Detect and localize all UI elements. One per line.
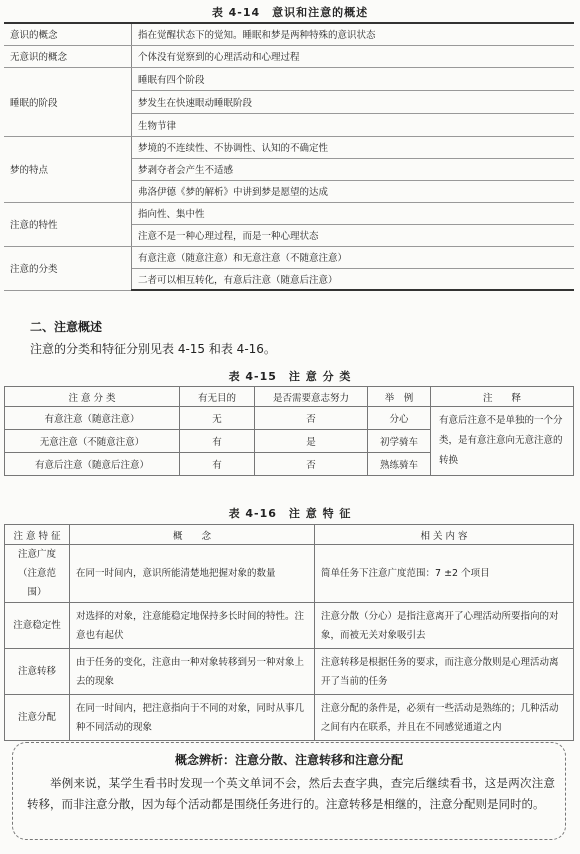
table-4-14 bbox=[4, 22, 574, 291]
row-label: 注意的特性 bbox=[4, 202, 132, 246]
note-cell: 有意后注意不是单独的一个分类，是有意注意向无意注意的转换 bbox=[431, 407, 574, 476]
table-row bbox=[5, 545, 574, 603]
table-row bbox=[4, 136, 574, 158]
row-item: 弗洛伊德《梦的解析》中讲到梦是愿望的达成 bbox=[132, 180, 575, 202]
column-header: 有无目的 bbox=[180, 387, 255, 407]
feature-name: 注意分配 bbox=[5, 695, 70, 741]
feature-name: 注意转移 bbox=[5, 649, 70, 695]
row-item: 二者可以相互转化，有意后注意（随意后注意） bbox=[132, 268, 575, 290]
table-row bbox=[4, 67, 574, 90]
column-header: 相 关 内 容 bbox=[315, 525, 574, 545]
row-item: 生物节律 bbox=[132, 113, 575, 136]
table-cell: 有意后注意（随意后注意） bbox=[5, 453, 180, 476]
table-row bbox=[5, 695, 574, 741]
table-4-15-title: 表 4-15 注 意 分 类 bbox=[228, 370, 352, 383]
table-cell: 否 bbox=[255, 407, 368, 430]
row-item: 梦发生在快速眼动睡眠阶段 bbox=[132, 90, 575, 113]
column-header: 举 例 bbox=[368, 387, 431, 407]
feature-related: 注意转移是根据任务的要求，而注意分散则是心理活动离开了当前的任务 bbox=[315, 649, 574, 695]
table-cell: 有意注意（随意注意） bbox=[5, 407, 180, 430]
table-cell: 分心 bbox=[368, 407, 431, 430]
column-header: 是否需要意志努力 bbox=[255, 387, 368, 407]
table-cell: 无意注意（不随意注意） bbox=[5, 430, 180, 453]
table-cell: 否 bbox=[255, 453, 368, 476]
feature-name: 注意稳定性 bbox=[5, 603, 70, 649]
section-intro: 注意的分类和特征分别见表 4-15 和表 4-16。 bbox=[30, 342, 276, 356]
table-row bbox=[4, 23, 574, 45]
row-label: 意识的概念 bbox=[4, 23, 132, 45]
table-cell: 熟练骑车 bbox=[368, 453, 431, 476]
section-heading: 二、注意概述 bbox=[30, 320, 103, 334]
concept-box-title: 概念辨析：注意分散、注意转移和注意分配 bbox=[174, 753, 403, 767]
row-item: 指向性、集中性 bbox=[132, 202, 575, 224]
column-header: 注 释 bbox=[431, 387, 574, 407]
row-label: 睡眠的阶段 bbox=[4, 67, 132, 136]
column-header: 注 意 分 类 bbox=[5, 387, 180, 407]
row-item: 有意注意（随意注意）和无意注意（不随意注意） bbox=[132, 246, 575, 268]
feature-name: 注意广度（注意范围） bbox=[5, 545, 70, 603]
row-item: 睡眠有四个阶段 bbox=[132, 67, 575, 90]
table-4-14-title: 表 4-14 意识和注意的概述 bbox=[211, 6, 369, 19]
table-row bbox=[5, 603, 574, 649]
table-row bbox=[5, 407, 574, 430]
row-item: 注意不是一种心理过程，而是一种心理状态 bbox=[132, 224, 575, 246]
row-item: 个体没有觉察到的心理活动和心理过程 bbox=[132, 45, 575, 67]
concept-box-text: 举例来说，某学生看书时发现一个英文单词不会，然后去查字典，查完后继续看书，这是两次注意转移，而非注意分散，因为每个活动都是围绕任务进行的。注意转移是相继的，注意分配则是同时的。 bbox=[27, 776, 555, 811]
table-cell: 无 bbox=[180, 407, 255, 430]
table-cell: 初学骑车 bbox=[368, 430, 431, 453]
table-cell: 有 bbox=[180, 453, 255, 476]
table-4-15 bbox=[4, 386, 574, 476]
column-header: 注 意 特 征 bbox=[5, 525, 70, 545]
row-label: 无意识的概念 bbox=[4, 45, 132, 67]
row-label: 注意的分类 bbox=[4, 246, 132, 290]
table-header-row bbox=[5, 525, 574, 545]
table-row bbox=[4, 202, 574, 224]
row-item: 梦境的不连续性、不协调性、认知的不确定性 bbox=[132, 136, 575, 158]
feature-concept: 由于任务的变化，注意由一种对象转移到另一种对象上去的现象 bbox=[70, 649, 315, 695]
feature-concept: 在同一时间内，意识所能清楚地把握对象的数量 bbox=[70, 545, 315, 603]
table-header-row bbox=[5, 387, 574, 407]
table-4-16 bbox=[4, 524, 574, 741]
row-item: 梦剥夺者会产生不适感 bbox=[132, 158, 575, 180]
feature-related: 注意分散（分心）是指注意离开了心理活动所要指向的对象，而被无关对象吸引去 bbox=[315, 603, 574, 649]
feature-related: 注意分配的条件是，必须有一些活动是熟练的；几种活动之间有内在联系，并且在不同感觉通道之内 bbox=[315, 695, 574, 741]
table-cell: 有 bbox=[180, 430, 255, 453]
feature-concept: 在同一时间内，把注意指向于不同的对象，同时从事几种不同活动的现象 bbox=[70, 695, 315, 741]
table-cell: 是 bbox=[255, 430, 368, 453]
feature-related: 简单任务下注意广度范围：7 ±2 个项目 bbox=[315, 545, 574, 603]
table-row bbox=[5, 649, 574, 695]
row-item: 指在觉醒状态下的觉知。睡眠和梦是两种特殊的意识状态 bbox=[132, 23, 575, 45]
column-header: 概 念 bbox=[70, 525, 315, 545]
row-label: 梦的特点 bbox=[4, 136, 132, 202]
table-4-16-title: 表 4-16 注 意 特 征 bbox=[228, 507, 352, 520]
concept-box bbox=[12, 742, 566, 840]
table-row bbox=[4, 45, 574, 67]
table-row bbox=[4, 246, 574, 268]
feature-concept: 对选择的对象，注意能稳定地保持多长时间的特性。注意也有起伏 bbox=[70, 603, 315, 649]
